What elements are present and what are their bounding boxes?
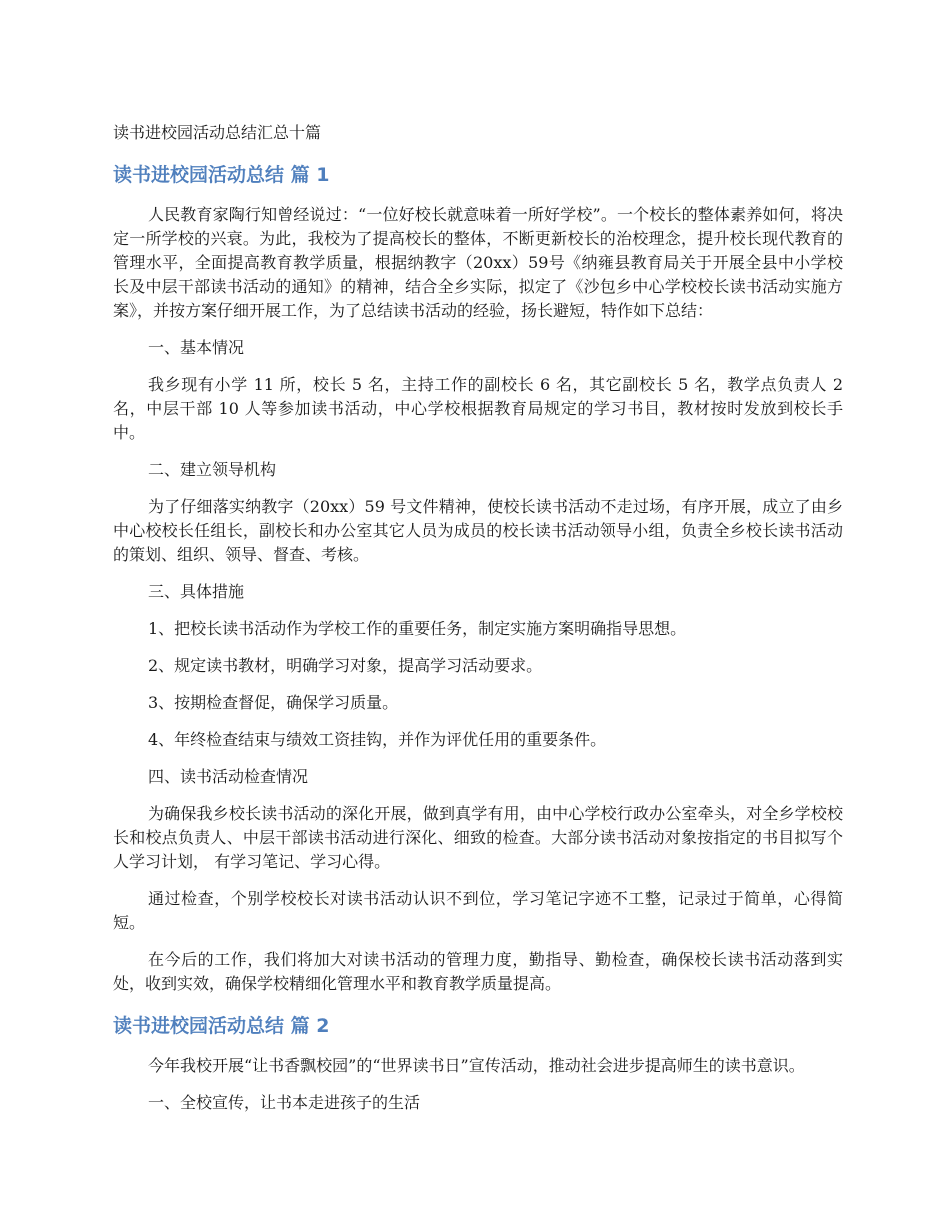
paragraph: 通过检查，个别学校校长对读书活动认识不到位，学习笔记字迹不工整，记录过于简单，心得简短。 bbox=[113, 889, 843, 932]
document-title: 读书进校园活动总结汇总十篇 bbox=[113, 123, 322, 142]
section-2 bbox=[113, 1012, 843, 1115]
section-1 bbox=[113, 161, 843, 996]
list-item: 1、把校长读书活动作为学校工作的重要任务，制定实施方案明确指导思想。 bbox=[148, 619, 687, 638]
subheading: 一、基本情况 bbox=[148, 338, 245, 357]
section-heading: 读书进校园活动总结 篇 1 bbox=[113, 164, 330, 186]
paragraph: 今年我校开展“让书香飘校园”的“世界读书日”宣传活动，推动社会进步提高师生的读书意识。 bbox=[148, 1056, 805, 1075]
paragraph: 为了仔细落实纳教字（20xx）59 号文件精神，使校长读书活动不走过场，有序开展，成立了由乡中心校校长任组长，副校长和办公室其它人员为成员的校长读书活动领导小组，负责全乡校长读书活动的策划、组织、领导、督查、考核。 bbox=[113, 497, 843, 564]
subheading: 四、读书活动检查情况 bbox=[148, 767, 309, 786]
section-heading: 读书进校园活动总结 篇 2 bbox=[113, 1015, 330, 1037]
paragraph: 在今后的工作，我们将加大对读书活动的管理力度，勤指导、勤检查，确保校长读书活动落到实处，收到实效，确保学校精细化管理水平和教育教学质量提高。 bbox=[113, 950, 843, 993]
list-item: 3、按期检查督促，确保学习质量。 bbox=[148, 693, 399, 712]
document-page bbox=[113, 121, 843, 1128]
subheading: 三、具体措施 bbox=[148, 582, 245, 601]
subheading: 二、建立领导机构 bbox=[148, 460, 277, 479]
paragraph: 人民教育家陶行知曾经说过：“一位好校长就意味着一所好学校”。一个校长的整体素养如何，将决定一所学校的兴衰。为此，我校为了提高校长的整体，不断更新校长的治校理念，提升校长现代教育的管理水平，全面提高教育教学质量，根据纳教字（20xx）59号《纳雍县教育局关于开展全县中小学校长及中层干部读书活动的通知》的精神，结合全乡实际，拟定了《沙包乡中心学校校长读书活动实施方案》，并按方案仔细开展工作，为了总结读书活动的经验，扬长避短，特作如下总结： bbox=[113, 205, 843, 320]
paragraph: 我乡现有小学 11 所，校长 5 名，主持工作的副校长 6 名，其它副校长 5 名，教学点负责人 2 名，中层干部 10 人等参加读书活动，中心学校根据教育局规定的学习书目，教材按时发放到校长手中。 bbox=[113, 375, 843, 442]
list-item: 4、年终检查结束与绩效工资挂钩，并作为评优任用的重要条件。 bbox=[148, 730, 607, 749]
subheading: 一、全校宣传，让书本走进孩子的生活 bbox=[148, 1093, 421, 1112]
list-item: 2、规定读书教材，明确学习对象，提高学习活动要求。 bbox=[148, 656, 543, 675]
paragraph: 为确保我乡校长读书活动的深化开展，做到真学有用，由中心学校行政办公室牵头，对全乡学校校长和校点负责人、中层干部读书活动进行深化、细致的检查。大部分读书活动对象按指定的书目拟写个人学习计划， 有学习笔记、学习心得。 bbox=[113, 804, 843, 871]
